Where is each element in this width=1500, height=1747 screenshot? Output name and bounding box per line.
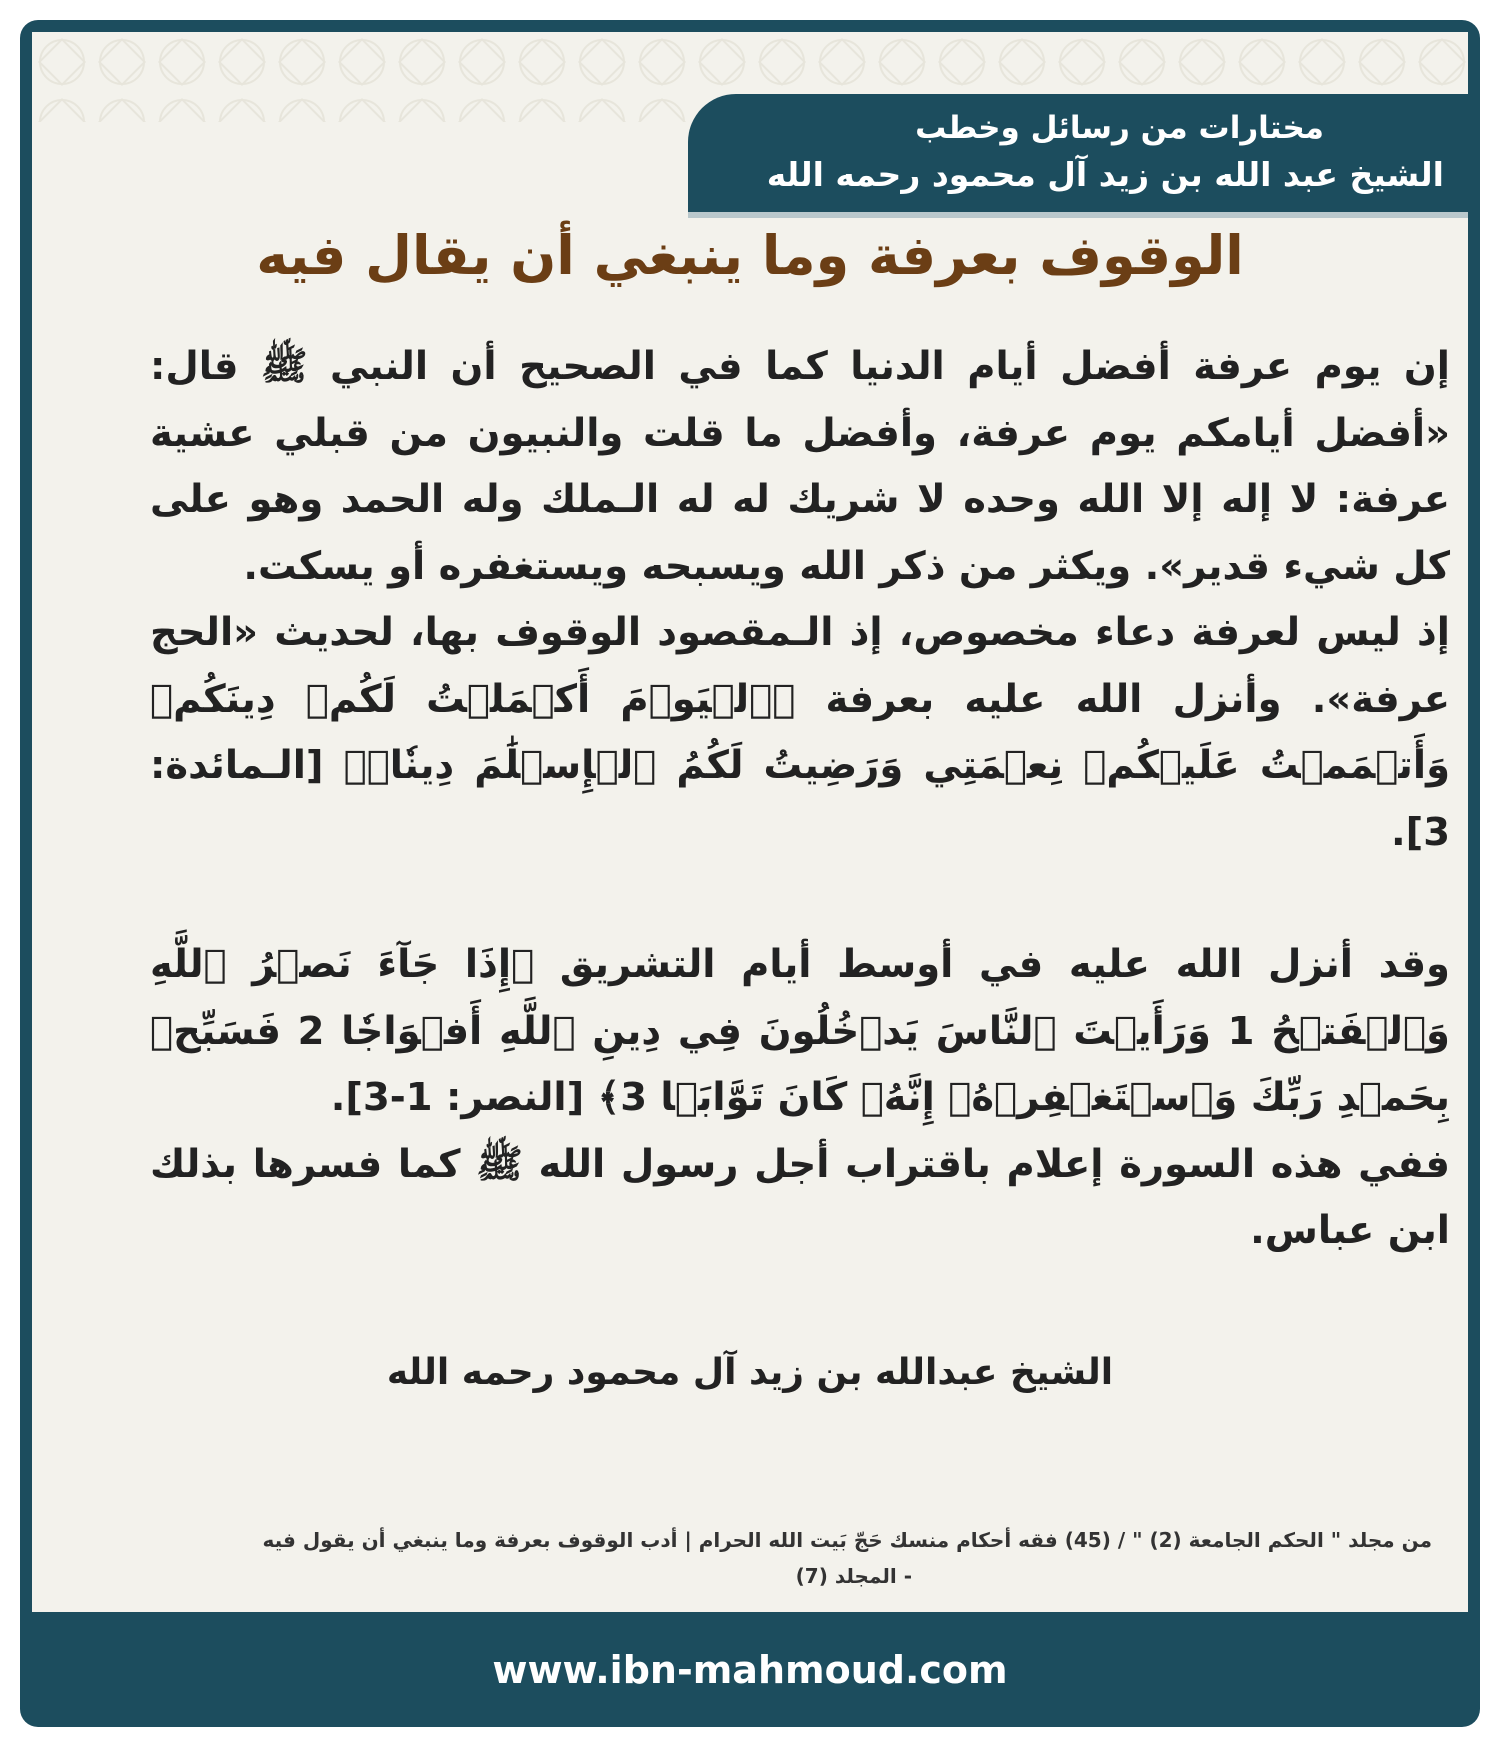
header-line2: الشيخ عبد الله بن زيد آل محمود رحمه الله [766,155,1444,194]
paragraph-2: إذ ليس لعرفة دعاء مخصوص، إذ الـمقصود الوقوف بها، لحديث «الحج عرفة». وأنزل الله عليه بعرفة ﴿ٱلۡيَوۡمَ أَكۡمَلۡتُ لَكُمۡ دِينَكُمۡ وَأَتۡمَمۡتُ عَلَيۡكُمۡ نِعۡمَتِي وَرَضِيتُ لَكُمُ ٱلۡإِسۡلَٰمَ دِينٗاۚ﴾ [الـمائدة: 3]. [150,610,1450,855]
paragraph-3: وقد أنزل الله عليه في أوسط أيام التشريق ﴿إِذَا جَآءَ نَصۡرُ ٱللَّهِ وَٱلۡفَتۡحُ 1 وَرَأَيۡتَ ٱلنَّاسَ يَدۡخُلُونَ فِي دِينِ ٱللَّهِ أَفۡوَاجٗا 2 فَسَبِّحۡ بِحَمۡدِ رَبِّكَ وَٱسۡتَغۡفِرۡهُۚ إِنَّهُۥ كَانَ تَوَّابَۢا 3﴾ [النصر: 1-3]. [150,942,1450,1120]
source-line2: - المجلد (7) [795,1564,912,1588]
website-link[interactable]: www.ibn-mahmoud.com [492,1648,1008,1692]
header-banner [688,94,1468,212]
paragraph-1: إن يوم عرفة أفضل أيام الدنيا كما في الصحيح أن النبي ﷺ قال: «أفضل أيامكم يوم عرفة، وأفضل ما قلت والنبيون من قبلي عشية عرفة: لا إله إلا الله وحده لا شريك له له الـملك وله الحمد وهو على كل شيء قدير». ويكثر من ذكر الله ويسبحه ويستغفره أو يسكت. [150,344,1450,589]
paragraph-4: ففي هذه السورة إعلام باقتراب أجل رسول الله ﷺ كما فسرها بذلك ابن عباس. [150,1141,1450,1253]
article-body [150,334,1450,1265]
author-signature: الشيخ عبدالله بن زيد آل محمود رحمه الله [386,1352,1114,1393]
page-title: الوقوف بعرفة وما ينبغي أن يقال فيه [256,224,1244,287]
outer-frame [20,20,1480,1727]
source-citation [112,1522,1432,1594]
header-line1: مختارات من رسائل وخطب [915,110,1324,146]
source-line1: من مجلد " الحكم الجامعة (2) " / (45) فقه أحكام منسك حَجّ بَيت الله الحرام | أدب الوقوف بعرفة وما ينبغي أن يقول فيه [262,1528,1432,1552]
paragraph-spacer [150,866,1450,932]
content-panel [32,32,1468,1612]
